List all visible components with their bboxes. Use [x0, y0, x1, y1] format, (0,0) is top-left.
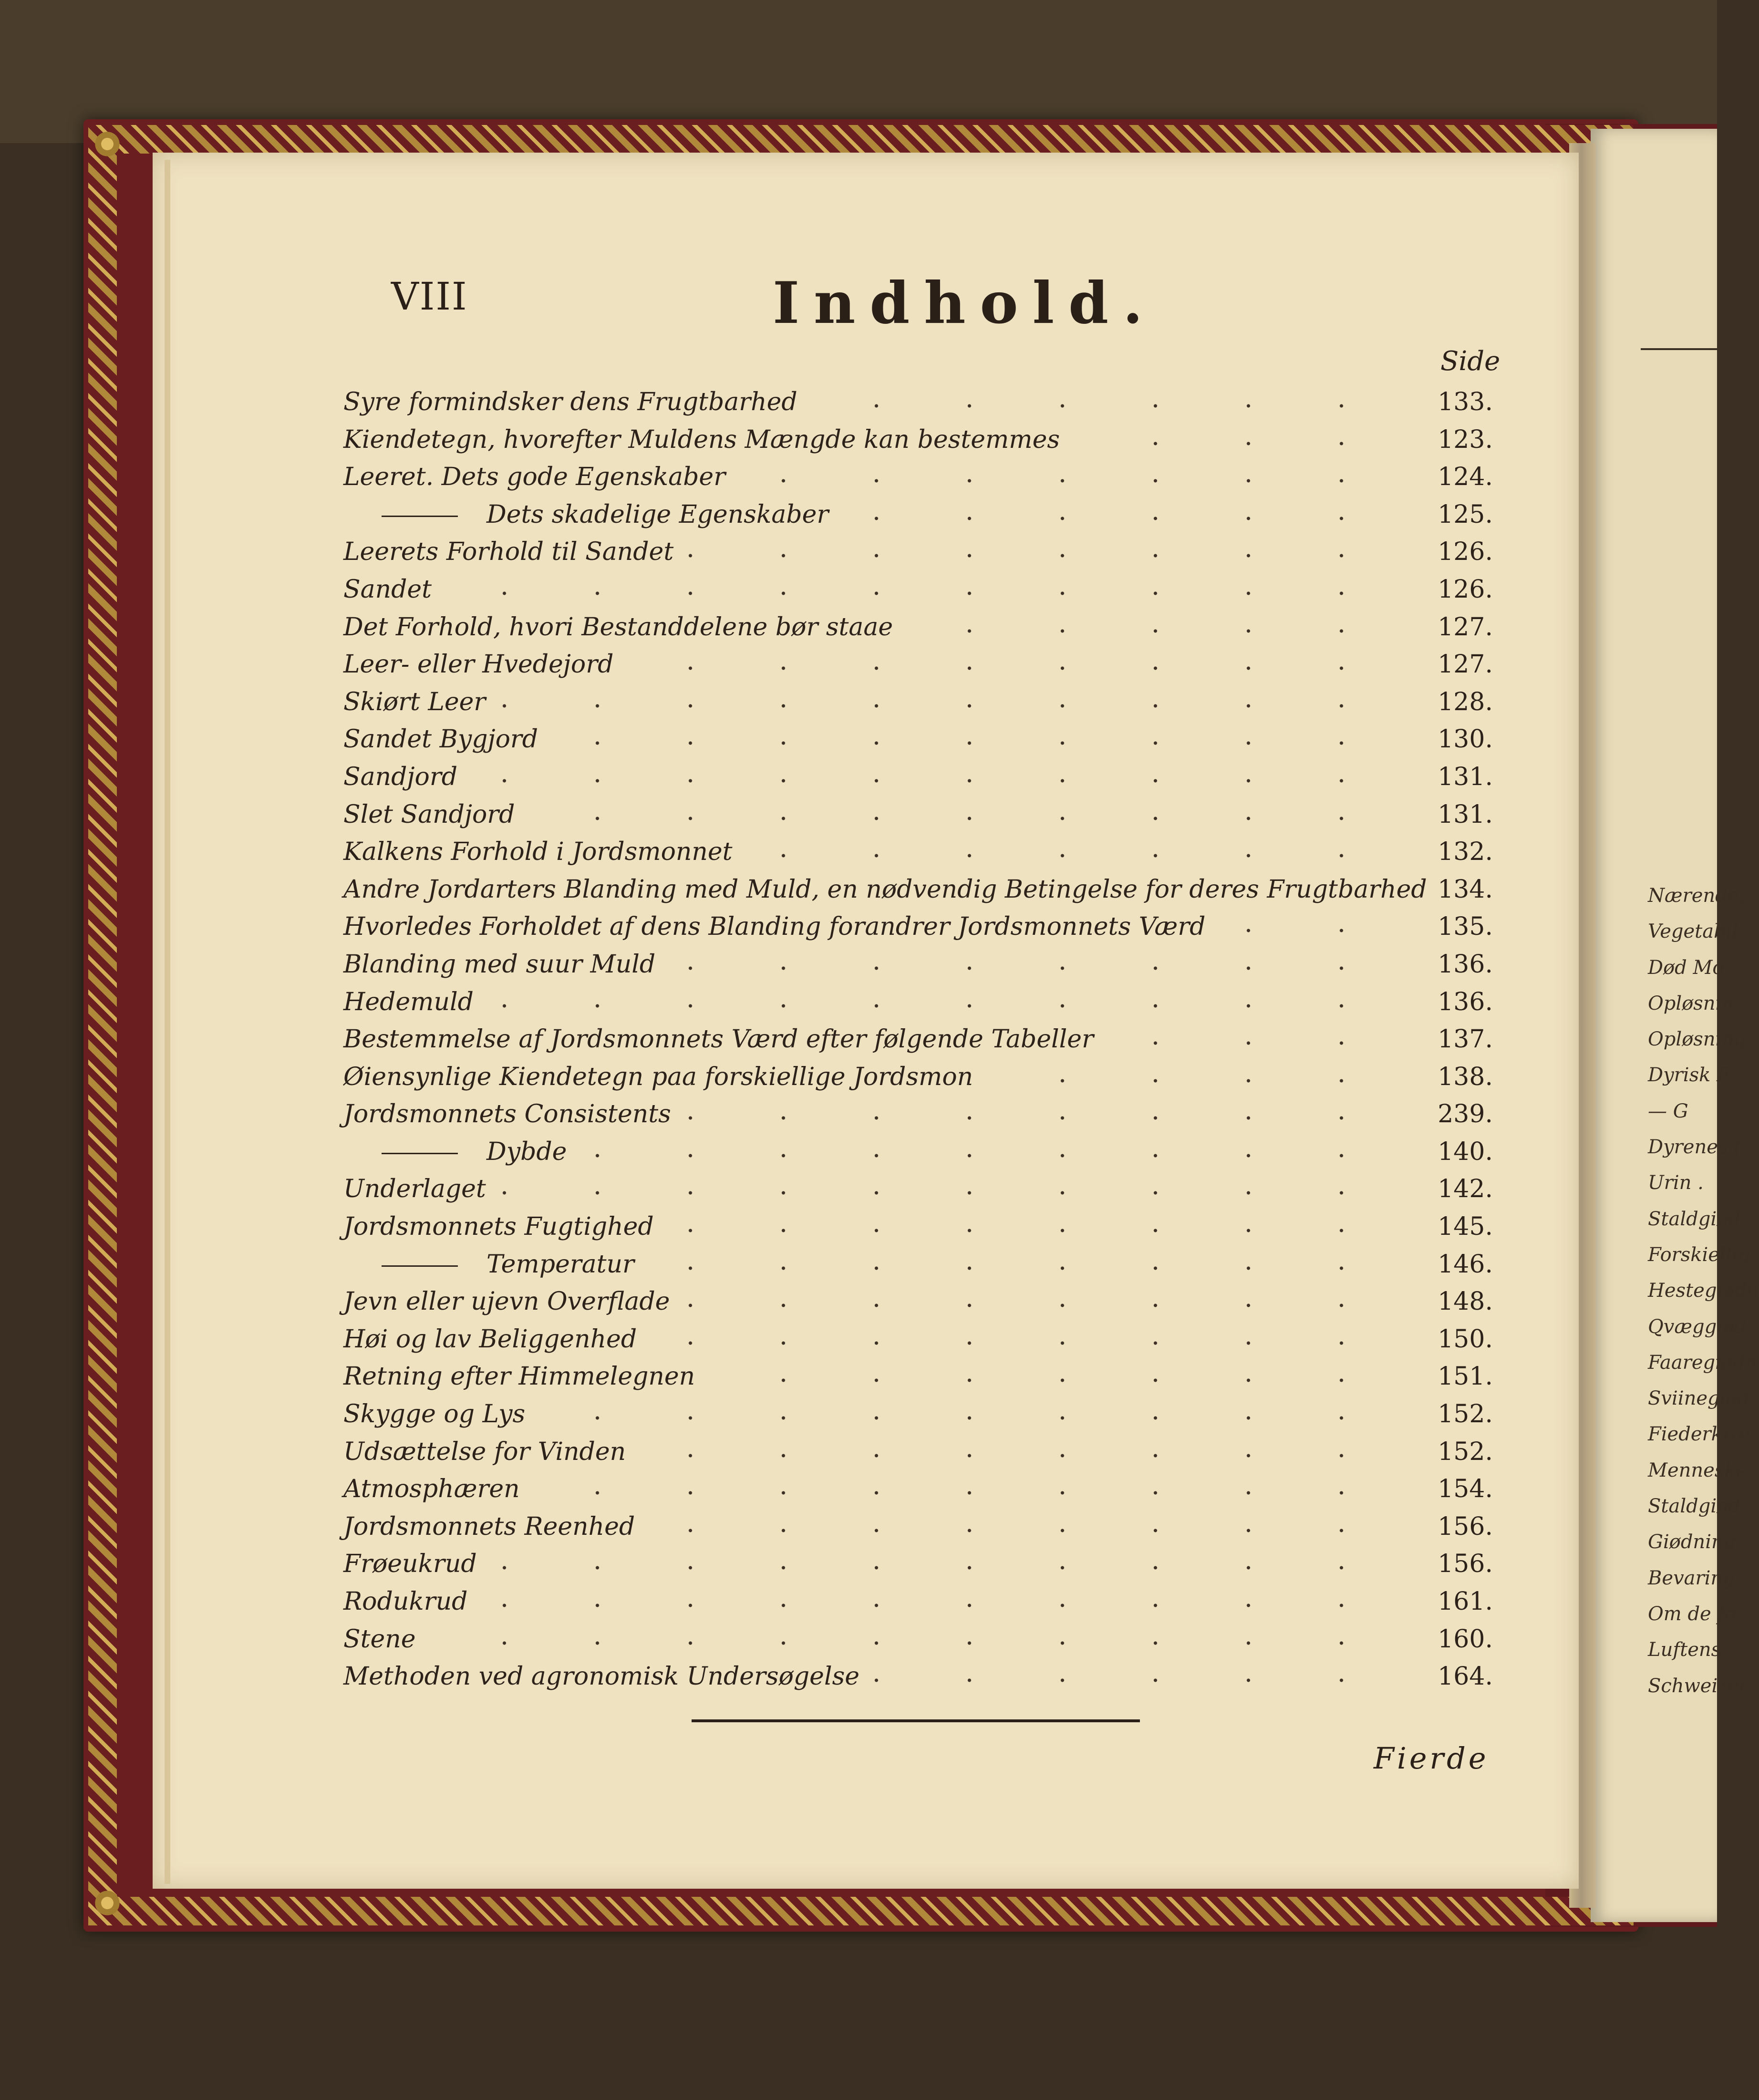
dot-leader	[812, 404, 1388, 408]
dot-leader	[500, 704, 1388, 708]
toc-entry	[343, 646, 1493, 684]
dot-leader	[874, 1678, 1388, 1682]
toc-entry-page: 133.	[1438, 388, 1493, 416]
toc-entry-page: 142.	[1438, 1175, 1493, 1204]
page-number: VIII	[391, 274, 468, 319]
dot-leader	[552, 741, 1388, 745]
dot-leader	[688, 554, 1388, 558]
toc-entry	[343, 497, 1493, 534]
facing-page-list	[1648, 885, 1759, 1711]
dot-leader	[472, 779, 1388, 783]
toc-entry-title: Temperatur	[486, 1250, 634, 1279]
toc-entry-title: Slet Sandjord	[343, 800, 515, 829]
toc-entry	[343, 721, 1493, 759]
toc-entry	[343, 1658, 1493, 1696]
corner-ornament-icon	[93, 1889, 122, 1917]
facing-page-entry: Nærende,	[1648, 885, 1745, 907]
toc-entry	[343, 684, 1493, 722]
corner-ornament-icon	[93, 130, 122, 158]
toc-entry-page: 136.	[1438, 950, 1493, 979]
ditto-dash	[382, 1265, 458, 1267]
toc-entry	[343, 1546, 1493, 1583]
dot-leader	[1108, 1041, 1388, 1045]
toc-entry	[343, 984, 1493, 1022]
toc-entry-title: Skygge og Lys	[343, 1400, 526, 1429]
toc-entry	[343, 1621, 1493, 1659]
toc-entry-title: Skiørt Leer	[343, 687, 486, 716]
dot-leader	[668, 1229, 1388, 1232]
dot-leader	[843, 517, 1388, 520]
toc-entry-page: 140.	[1438, 1137, 1493, 1166]
dot-leader	[747, 854, 1388, 858]
toc-entry-page: 151.	[1438, 1362, 1493, 1391]
facing-page-entry: Bevaring	[1648, 1567, 1735, 1589]
page-title: Indhold.	[773, 269, 1157, 337]
facing-page-entry: Opløsning	[1648, 1028, 1746, 1051]
toc-entry-title: Udsættelse for Vinden	[343, 1437, 626, 1466]
facing-page-entry: Dyrisk F	[1648, 1064, 1730, 1086]
facing-page-entry: Opløsnin	[1648, 992, 1734, 1014]
toc-entry	[343, 1509, 1493, 1546]
dot-leader	[539, 1416, 1388, 1420]
toc-entry	[343, 797, 1493, 834]
dot-leader	[488, 1004, 1388, 1008]
toc-entry-page: 125.	[1438, 500, 1493, 529]
facing-page-entry: Urin .	[1648, 1172, 1704, 1194]
toc-entry	[343, 1358, 1493, 1396]
toc-entry-page: 154.	[1438, 1475, 1493, 1504]
toc-entry-title: Øiensynlige Kiendetegn paa forskiellige Jordsmon	[343, 1062, 973, 1091]
toc-entry-title: Andre Jordarters Blanding med Muld, en nødvendig Betingelse for deres Frugtbarhed	[343, 875, 1427, 904]
facing-page-entry: Sviinegiød	[1648, 1387, 1750, 1410]
dot-leader	[1074, 442, 1388, 445]
dot-leader	[534, 1491, 1388, 1495]
toc-entry-title: Blanding med suur Muld	[343, 950, 656, 979]
toc-entry-page: 127.	[1438, 612, 1493, 641]
dot-leader	[1220, 929, 1388, 932]
toc-entry-page: 152.	[1438, 1437, 1493, 1466]
closing-rule	[692, 1719, 1140, 1722]
toc-entry-title: Retning efter Himmelegnen	[343, 1362, 695, 1391]
toc-entry-title: Dybde	[486, 1137, 567, 1166]
toc-entry-title: Frøeukrud	[343, 1550, 477, 1579]
dot-leader	[430, 1641, 1388, 1645]
toc-entry	[343, 1246, 1493, 1284]
toc-entry	[343, 834, 1493, 871]
toc-entry-title: Sandet	[343, 575, 432, 604]
dot-leader	[491, 1566, 1388, 1570]
facing-page-entry: Faaregiødn	[1648, 1351, 1758, 1374]
facing-page-entry: Forskiellig	[1648, 1243, 1750, 1266]
facing-page-entry: Luftens	[1648, 1639, 1721, 1661]
toc-entry-title: Dets skadelige Egenskaber	[486, 500, 829, 529]
toc-entry	[343, 1471, 1493, 1509]
page-edge	[165, 160, 170, 1884]
toc-entry-title: Høi og lav Beliggenhed	[343, 1324, 637, 1354]
toc-entry	[343, 1321, 1493, 1359]
toc-entry-title: Leer- eller Hvedejord	[343, 650, 614, 679]
toc-entry-page: 164.	[1438, 1662, 1493, 1691]
toc-entry-page: 131.	[1438, 800, 1493, 829]
toc-entry-page: 124.	[1438, 463, 1493, 492]
toc-entry	[343, 1134, 1493, 1171]
toc-entry-page: 127.	[1438, 650, 1493, 679]
toc-entry	[343, 571, 1493, 609]
toc-entry	[343, 1583, 1493, 1621]
toc-entry-page: 131.	[1438, 762, 1493, 791]
dot-leader	[529, 817, 1388, 820]
toc-entry	[343, 1434, 1493, 1471]
toc-entry-title: Jordsmonnets Reenhed	[343, 1512, 635, 1541]
ditto-dash	[382, 1153, 458, 1154]
toc-entry-title: Sandjord	[343, 762, 457, 791]
facing-page-entry: Vegetabil	[1648, 921, 1738, 943]
facing-page-entry: Om de fo	[1648, 1603, 1736, 1625]
toc-entry-title: Atmosphæren	[343, 1475, 520, 1504]
toc-entry-title: Det Forhold, hvori Bestanddelene bør staae	[343, 612, 893, 641]
toc-entry-page: 160.	[1438, 1624, 1493, 1654]
toc-entry-page: 135.	[1438, 912, 1493, 941]
toc-entry-page: 239.	[1438, 1100, 1493, 1129]
toc-entry-title: Jordsmonnets Consistents	[343, 1100, 671, 1129]
toc-entry-title: Kiendetegn, hvorefter Muldens Mængde kan bestemmes	[343, 425, 1060, 454]
toc-entry-title: Bestemmelse af Jordsmonnets Værd efter følgende Tabeller	[343, 1025, 1094, 1054]
toc-entry	[343, 1171, 1493, 1209]
toc-entry-title: Hvorledes Forholdet af dens Blanding forandrer Jordsmonnets Værd	[343, 912, 1206, 941]
dot-leader	[500, 1191, 1388, 1195]
toc-entry-title: Sandet Bygjord	[343, 725, 538, 754]
toc-entry-page: 150.	[1438, 1324, 1493, 1354]
toc-entry-page: 138.	[1438, 1062, 1493, 1091]
toc-entry	[343, 871, 1493, 909]
toc-entry	[343, 946, 1493, 984]
facing-page-entry: Qvæggiød	[1648, 1315, 1747, 1338]
facing-page-entry: Menneske	[1648, 1459, 1748, 1481]
toc-entry-title: Jordsmonnets Fugtighed	[343, 1212, 654, 1241]
dot-leader	[581, 1154, 1388, 1158]
toc-entry	[343, 759, 1493, 797]
toc-entry-title: Stene	[343, 1624, 416, 1654]
toc-entry	[343, 909, 1493, 946]
toc-entry-page: 148.	[1438, 1287, 1493, 1316]
column-header: Side	[1440, 346, 1500, 377]
facing-page-entry: Giødning	[1648, 1531, 1736, 1553]
toc-entry	[343, 384, 1493, 422]
toc-entry-title: Rodukrud	[343, 1587, 468, 1616]
facing-page-entry: Staldgiød	[1648, 1208, 1740, 1230]
dot-leader	[482, 1603, 1388, 1607]
toc-entry-page: 134.	[1438, 875, 1493, 904]
dot-leader	[649, 1266, 1388, 1270]
dot-leader	[709, 1378, 1388, 1382]
toc-entry	[343, 1396, 1493, 1434]
toc-entry-title: Jevn eller ujevn Overflade	[343, 1287, 670, 1316]
toc-entry-page: 161.	[1438, 1587, 1493, 1616]
facing-page-entry: Staldgiød	[1648, 1495, 1740, 1518]
catchword: Fierde	[1374, 1741, 1489, 1776]
dot-leader	[628, 666, 1388, 670]
toc-entry-page: 146.	[1438, 1250, 1493, 1279]
toc-entry-page: 152.	[1438, 1400, 1493, 1429]
toc-entry	[343, 534, 1493, 571]
dot-leader	[651, 1341, 1388, 1345]
toc-entry-page: 156.	[1438, 1512, 1493, 1541]
running-head	[343, 269, 1488, 337]
toc-entry-page: 128.	[1438, 687, 1493, 716]
toc-entry-title: Kalkens Forhold i Jordsmonnet	[343, 838, 733, 867]
dot-leader	[446, 591, 1388, 595]
toc-entry-page: 132.	[1438, 838, 1493, 867]
toc-entry-title: Syre formindsker dens Frugtbarhed	[343, 388, 797, 416]
facing-page-entry: Fiederkræ	[1648, 1423, 1750, 1446]
table-of-contents	[343, 384, 1493, 1696]
facing-page-entry: Hestegiødn	[1648, 1280, 1759, 1302]
toc-entry	[343, 1021, 1493, 1059]
toc-entry	[343, 1283, 1493, 1321]
toc-entry	[343, 459, 1493, 497]
toc-entry	[343, 1059, 1493, 1097]
toc-entry-title: Methoden ved agronomisk Undersøgelse	[343, 1662, 860, 1691]
toc-entry-title: Leerets Forhold til Sandet	[343, 538, 674, 567]
dot-leader	[649, 1529, 1388, 1532]
facing-page-entry: Schweizer	[1648, 1675, 1749, 1697]
dot-leader	[685, 1116, 1388, 1120]
toc-entry-page: 123.	[1438, 425, 1493, 454]
toc-entry-title: Leeret. Dets gode Egenskaber	[343, 463, 726, 492]
dot-leader	[684, 1303, 1388, 1307]
toc-entry	[343, 1209, 1493, 1246]
dot-leader	[640, 1454, 1388, 1458]
dot-leader	[670, 966, 1388, 970]
facing-page-rule	[1641, 348, 1717, 350]
toc-entry-title: Underlaget	[343, 1175, 486, 1204]
toc-entry-page: 126.	[1438, 575, 1493, 604]
ditto-dash	[382, 516, 458, 517]
toc-entry-page: 130.	[1438, 725, 1493, 754]
toc-entry	[343, 609, 1493, 647]
toc-entry	[343, 422, 1493, 459]
dot-leader	[907, 629, 1388, 633]
facing-page-entry: — G	[1648, 1100, 1688, 1122]
facing-page-entry: Død Mo	[1648, 956, 1724, 979]
dot-leader	[987, 1079, 1388, 1083]
facing-page-entry: Dyrenes (	[1648, 1136, 1741, 1159]
toc-entry-page: 136.	[1438, 987, 1493, 1016]
toc-entry	[343, 1096, 1493, 1134]
toc-entry-page: 156.	[1438, 1550, 1493, 1579]
dot-leader	[740, 479, 1388, 483]
toc-entry-page: 145.	[1438, 1212, 1493, 1241]
toc-entry-page: 126.	[1438, 538, 1493, 567]
toc-entry-page: 137.	[1438, 1025, 1493, 1054]
toc-entry-title: Hedemuld	[343, 987, 474, 1016]
